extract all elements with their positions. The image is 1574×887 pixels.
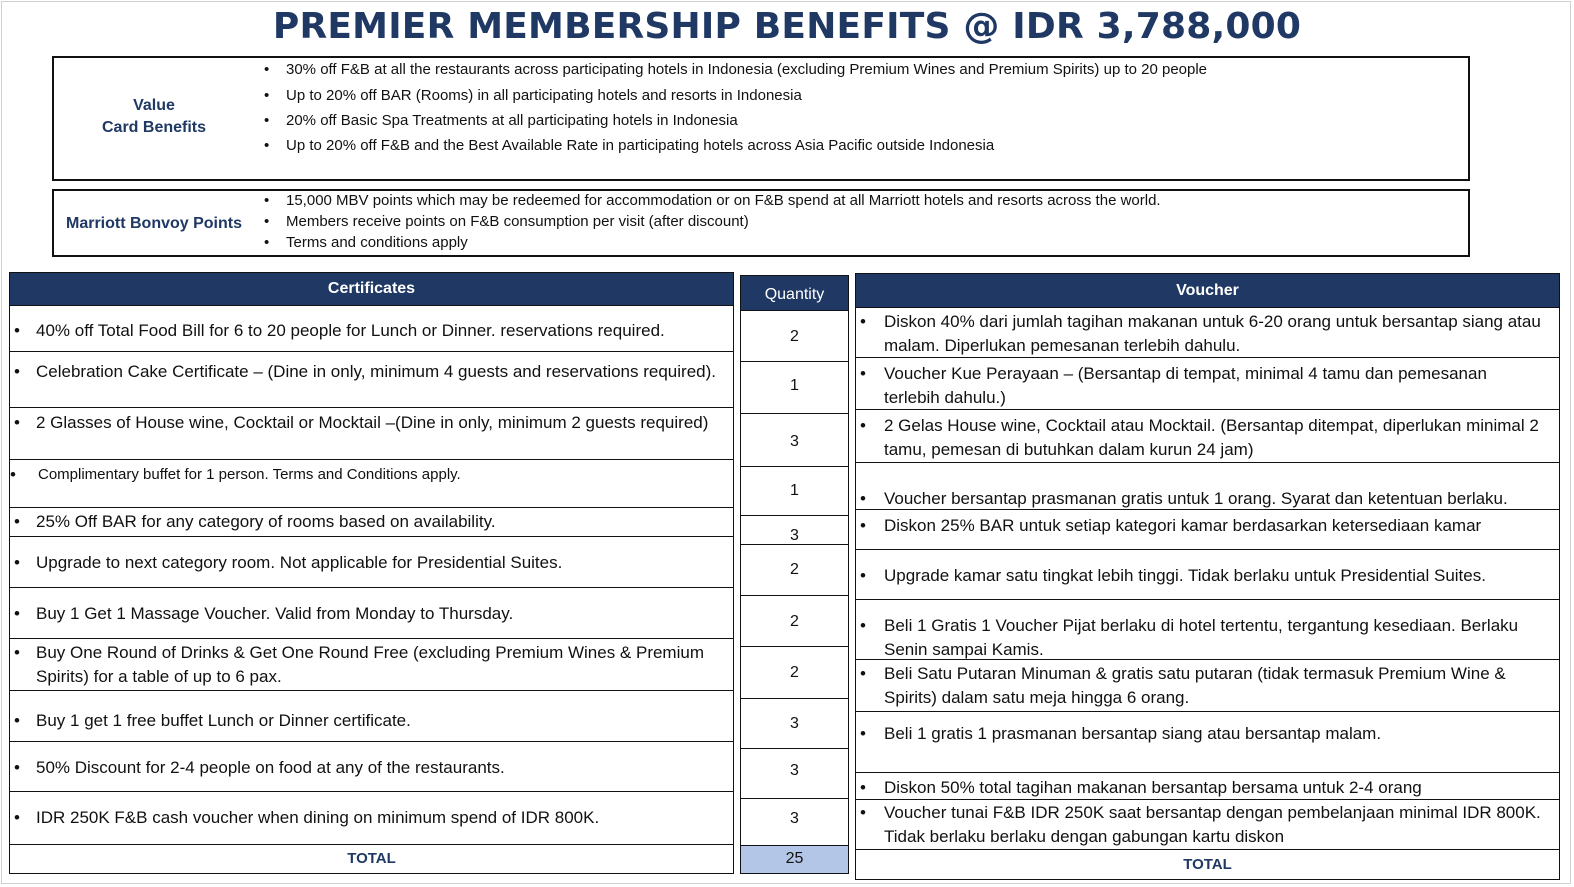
bullet: • (860, 664, 866, 683)
voucher-text: Diskon 25% BAR untuk setiap kategori kamar berdasarkan ketersediaan kamar (884, 516, 1482, 535)
bullet: • (14, 643, 20, 662)
value-card-label-line2: Card Benefits (101, 119, 207, 136)
table-row (855, 660, 1560, 712)
value-card-item: • 30% off F&B at all the restaurants across participating hotels in Indonesia (excluding Premium Wines and Premium Spirits) up to 20 people (286, 61, 1207, 87)
quantity-cell: 1 (740, 362, 849, 414)
table-row (9, 639, 734, 691)
bonvoy-points-box (52, 189, 1470, 257)
certificate-text: Complimentary buffet for 1 person. Terms and Conditions apply. (38, 466, 461, 483)
bullet: • (860, 778, 866, 797)
value-card-item: • Up to 20% off F&B and the Best Available Rate in participating hotels across Asia Pacific outside Indonesia (286, 137, 1207, 162)
certificate-text: Upgrade to next category room. Not applicable for Presidential Suites. (36, 553, 563, 572)
quantity-cell: 3 (740, 516, 849, 545)
bullet: • (14, 604, 20, 623)
quantity-cell: 2 (740, 311, 849, 362)
table-row (9, 352, 734, 408)
bullet: • (14, 553, 20, 572)
voucher-total: TOTAL (855, 850, 1560, 880)
table-row (855, 550, 1560, 600)
table-row (9, 537, 734, 588)
quantity-cell: 2 (740, 545, 849, 596)
quantity-cell: 3 (740, 699, 849, 749)
voucher-header: Voucher (855, 273, 1560, 308)
bullet: • (860, 364, 866, 383)
bullet: • (14, 711, 20, 730)
bonvoy-list (286, 192, 1161, 255)
voucher-text: Diskon 50% total tagihan makanan bersantap bersama untuk 2-4 orang (884, 778, 1422, 797)
bullet: • (860, 516, 866, 535)
table-row (9, 588, 734, 639)
table-row (9, 792, 734, 845)
bullet: • (860, 566, 866, 585)
voucher-table (855, 273, 1560, 881)
voucher-text: Diskon 40% dari jumlah tagihan makanan untuk 6-20 orang untuk bersantap siang atau malam. Diperlukan pemesanan terlebih dahulu. (884, 312, 1541, 355)
voucher-text: 2 Gelas House wine, Cocktail atau Mocktail. (Bersantap ditempat, diperlukan minimal 2 tamu, pemesan di butuhkan dalam kurun 24 jam) (884, 416, 1539, 459)
quantity-cell: 1 (740, 467, 849, 516)
quantity-cell: 2 (740, 647, 849, 699)
voucher-text: Voucher Kue Perayaan – (Bersantap di tempat, minimal 4 tamu dan pemesanan terlebih dahulu.) (884, 364, 1487, 407)
voucher-text: Voucher bersantap prasmanan gratis untuk 1 orang. Syarat dan ketentuan berlaku. (884, 489, 1508, 508)
bonvoy-item: • Members receive points on F&B consumption per visit (after discount) (286, 213, 1161, 234)
certificate-text: Buy 1 get 1 free buffet Lunch or Dinner certificate. (36, 711, 411, 730)
table-row (9, 508, 734, 537)
table-row (9, 691, 734, 742)
bullet: • (10, 465, 16, 484)
certificate-text: Buy One Round of Drinks & Get One Round Free (excluding Premium Wines & Premium Spirits) for a table of up to 6 pax. (36, 643, 704, 686)
certificates-total: TOTAL (9, 845, 734, 874)
certificate-text: IDR 250K F&B cash voucher when dining on minimum spend of IDR 800K. (36, 808, 600, 827)
bullet: • (14, 758, 20, 777)
bonvoy-item: • Terms and conditions apply (286, 234, 1161, 255)
table-row (9, 408, 734, 460)
certificates-table (9, 272, 734, 875)
bullet: • (14, 413, 20, 432)
bullet: • (14, 321, 20, 340)
table-row (855, 510, 1560, 550)
table-row (9, 306, 734, 352)
quantity-cell: 3 (740, 799, 849, 846)
voucher-text: Beli 1 Gratis 1 Voucher Pijat berlaku di hotel tertentu, tergantung kesediaan. Berlaku Senin sampai Kamis. (884, 616, 1519, 659)
bullet: • (860, 616, 866, 635)
quantity-cell: 3 (740, 414, 849, 467)
bullet: • (14, 808, 20, 827)
voucher-text: Beli Satu Putaran Minuman & gratis satu putaran (tidak termasuk Premium Wine & Spirits) dalam satu meja hingga 6 orang. (884, 664, 1506, 707)
page-title: PREMIER MEMBERSHIP BENEFITS @ IDR 3,788,000 (272, 6, 1302, 47)
quantity-cell: 3 (740, 749, 849, 799)
bonvoy-label: Marriott Bonvoy Points (65, 215, 242, 232)
quantity-table (740, 275, 849, 875)
quantity-cell: 2 (740, 596, 849, 647)
table-row (855, 410, 1560, 463)
table-row (9, 460, 734, 508)
table-row (855, 773, 1560, 800)
quantity-total: 25 (740, 846, 849, 874)
quantity-header: Quantity (740, 275, 849, 311)
certificate-text: 25% Off BAR for any category of rooms based on availability. (36, 512, 496, 531)
bullet: • (860, 489, 866, 508)
table-row (855, 463, 1560, 510)
bullet: • (860, 312, 866, 331)
value-card-list (286, 61, 1207, 162)
certificate-text: Celebration Cake Certificate – (Dine in only, minimum 4 guests and reservations required). (36, 362, 716, 381)
table-row (855, 800, 1560, 850)
certificate-text: 50% Discount for 2-4 people on food at any of the restaurants. (36, 758, 505, 777)
value-card-item: • 20% off Basic Spa Treatments at all participating hotels in Indonesia (286, 112, 1207, 137)
value-card-label (54, 95, 254, 139)
value-card-label-line1: Value (133, 97, 175, 114)
voucher-text: Voucher tunai F&B IDR 250K saat bersantap dengan pembelanjaan minimal IDR 800K. Tidak berlaku berlaku dengan gabungan kartu diskon (884, 803, 1541, 846)
certificates-header: Certificates (9, 272, 734, 306)
certificate-text: 2 Glasses of House wine, Cocktail or Mocktail –(Dine in only, minimum 2 guests required) (36, 413, 709, 432)
certificate-text: 40% off Total Food Bill for 6 to 20 people for Lunch or Dinner. reservations required. (36, 321, 665, 340)
table-row (9, 742, 734, 792)
voucher-text: Beli 1 gratis 1 prasmanan bersantap siang atau bersantap malam. (884, 724, 1382, 743)
voucher-text: Upgrade kamar satu tingkat lebih tinggi. Tidak berlaku untuk Presidential Suites. (884, 566, 1486, 585)
bullet: • (14, 512, 20, 531)
table-row (855, 712, 1560, 773)
value-card-benefits-box (52, 56, 1470, 181)
bullet: • (860, 416, 866, 435)
bonvoy-item: • 15,000 MBV points which may be redeemed for accommodation or on F&B spend at all Marriott hotels and resorts across the world. (286, 192, 1161, 213)
certificate-text: Buy 1 Get 1 Massage Voucher. Valid from Monday to Thursday. (36, 604, 514, 623)
bullet: • (14, 362, 20, 381)
value-card-item: • Up to 20% off BAR (Rooms) in all participating hotels and resorts in Indonesia (286, 87, 1207, 112)
table-row (855, 358, 1560, 410)
table-row (855, 308, 1560, 358)
bullet: • (860, 803, 866, 822)
bullet: • (860, 724, 866, 743)
table-row (855, 600, 1560, 660)
